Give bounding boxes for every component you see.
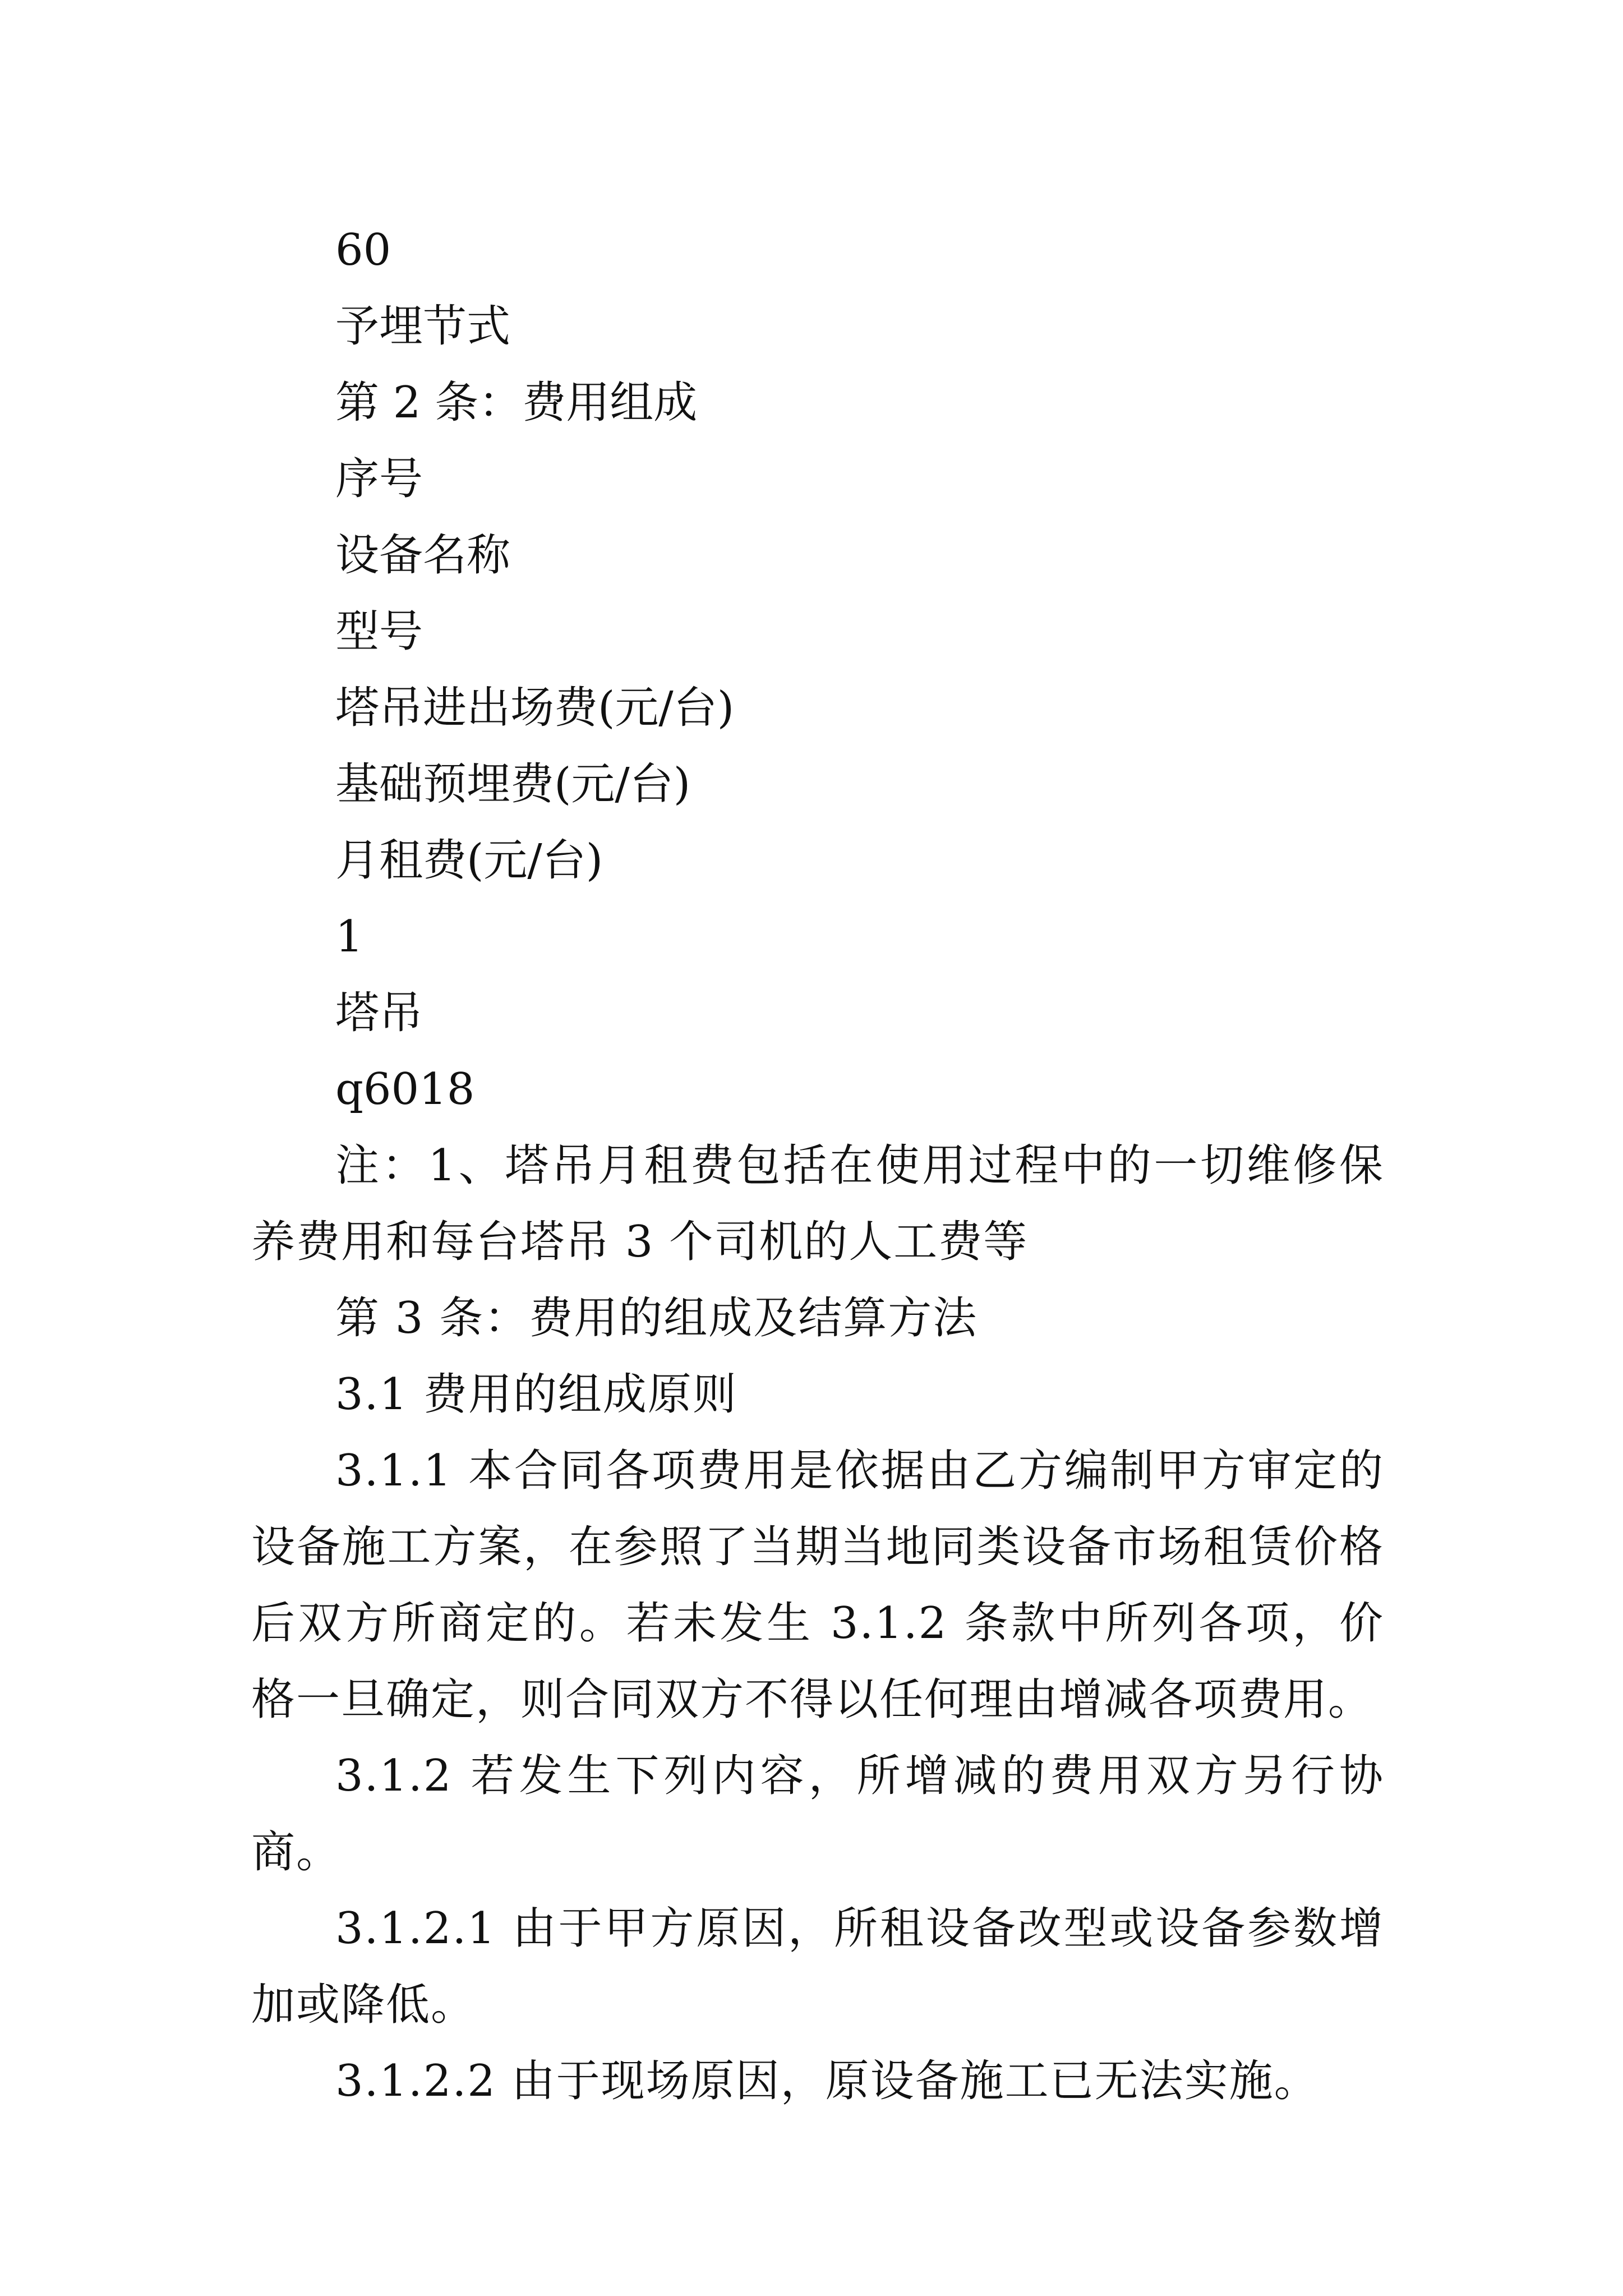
article-3-heading: 第 3 条：费用的组成及结算方法: [335, 1293, 978, 1343]
table-header-equipment-name: 设备名称: [335, 530, 511, 581]
text-line: 60: [335, 225, 391, 275]
section-3-1-2-1: 3.1.2.1 由于甲方原因，所租设备改型或设备参数增加或降低。: [251, 1903, 1384, 2030]
text-line: 予埋节式: [335, 301, 511, 352]
table-cell-equipment-name: 塔吊: [335, 988, 423, 1038]
section-3-1-2-2: 3.1.2.2 由于现场原因，原设备施工已无法实施。: [335, 2056, 1319, 2106]
document-body: [251, 212, 1384, 2119]
table-header-monthly-rent: 月租费(元/台): [335, 835, 603, 886]
section-3-1: 3.1 费用的组成原则: [335, 1369, 737, 1420]
table-header-foundation-fee: 基础预埋费(元/台): [335, 759, 691, 809]
table-cell-serial: 1: [335, 912, 363, 962]
section-3-1-2: 3.1.2 若发生下列内容，所增减的费用双方另行协商。: [251, 1751, 1384, 1878]
table-cell-model: q6018: [335, 1064, 475, 1115]
table-header-entry-exit-fee: 塔吊进出场费(元/台): [335, 683, 735, 733]
article-2-heading: 第 2 条：费用组成: [335, 378, 698, 428]
note-paragraph: 注：1、塔吊月租费包括在使用过程中的一切维修保养费用和每台塔吊 3 个司机的人工费等: [251, 1140, 1384, 1267]
section-3-1-1: 3.1.1 本合同各项费用是依据由乙方编制甲方审定的设备施工方案，在参照了当期当地同类设备市场租赁价格后双方所商定的。若未发生 3.1.2 条款中所列各项，价格一旦确定，则合同双方不得以任何理由增减各项费用。: [251, 1446, 1384, 1725]
table-header-serial: 序号: [335, 454, 423, 504]
table-header-model: 型号: [335, 606, 423, 657]
